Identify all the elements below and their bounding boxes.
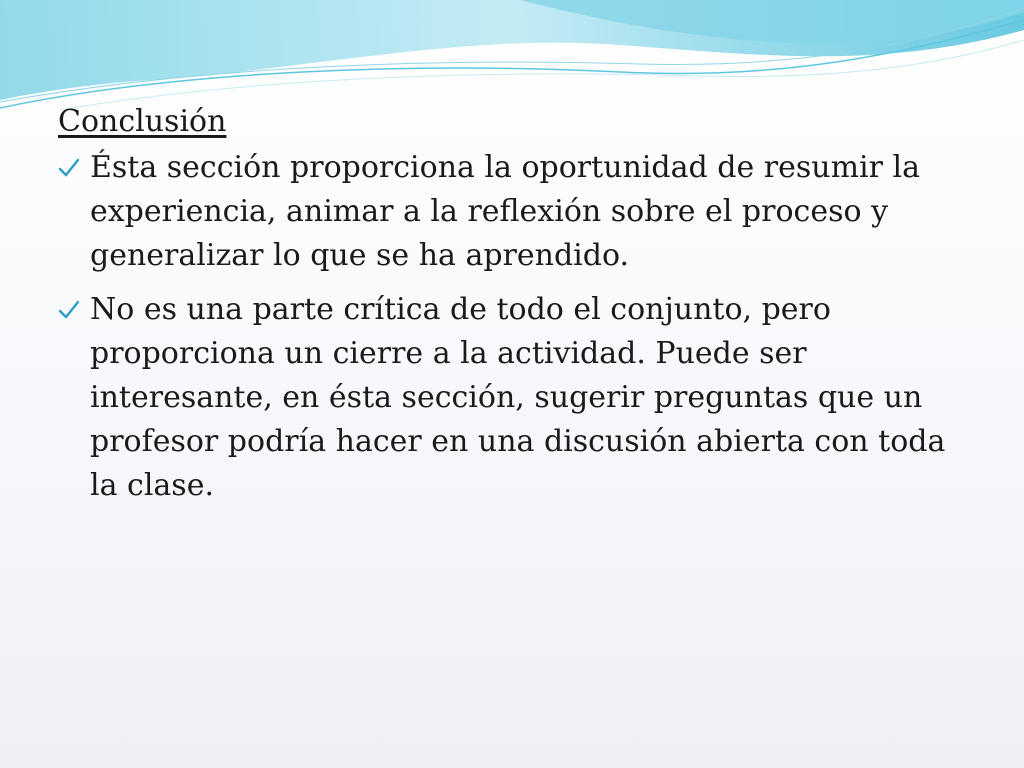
bullet-item [58, 146, 958, 278]
slide-heading: Conclusión [58, 104, 227, 139]
bullet-text: Ésta sección proporciona la oportunidad de resumir la experiencia, animar a la reflexión sobre el proceso y generalizar lo que se ha aprendido. [90, 150, 920, 273]
bullet-item [58, 288, 958, 508]
bullet-text: No es una parte crítica de todo el conjunto, pero proporciona un cierre a la actividad. Puede ser interesante, en ésta sección, sugerir preguntas que un profesor podría hacer en una discusión abierta con toda la clase. [90, 292, 946, 503]
bullet-list [58, 146, 958, 508]
checkmark-icon [58, 146, 86, 190]
slide-content [58, 100, 958, 518]
checkmark-icon [58, 288, 86, 332]
